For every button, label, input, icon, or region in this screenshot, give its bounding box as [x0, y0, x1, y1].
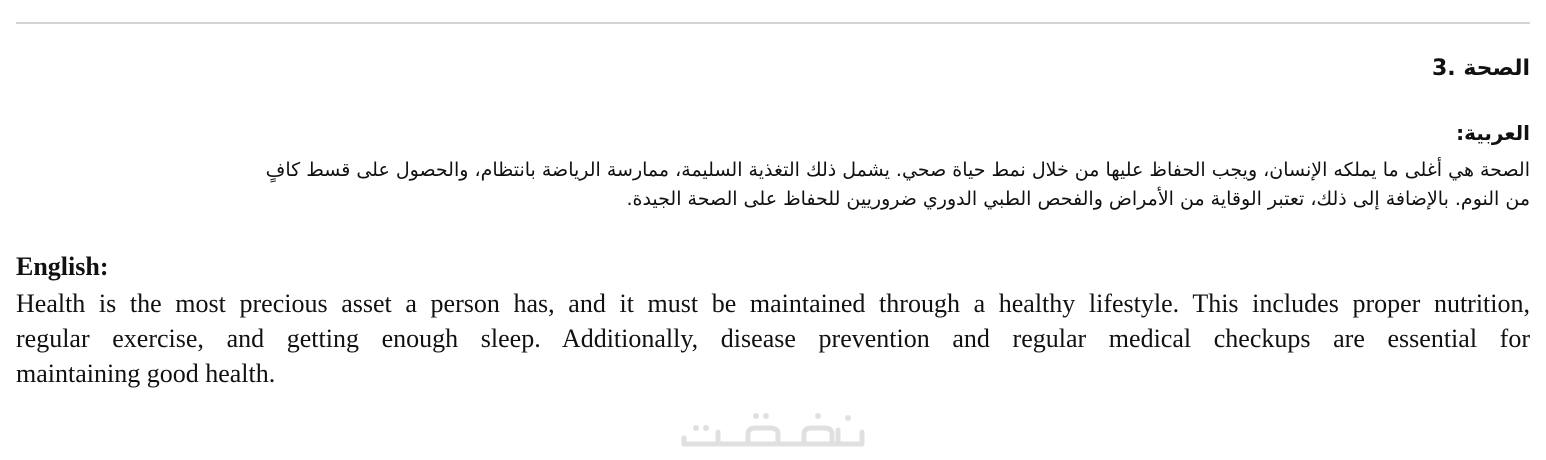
arabic-paragraph: [16, 156, 1530, 214]
arabic-line: الصحة هي أغلى ما يملكه الإنسان، ويجب الحفاظ عليها من خلال نمط حياة صحي. يشمل ذلك التغذية السليمة، ممارسة الرياضة بانتظام، والحصول على قسط كافٍ: [265, 159, 1530, 181]
english-line: regular exercise, and getting enough sleep. Additionally, disease prevention and regular medical checkups are essential for: [16, 324, 1530, 353]
english-line: maintaining good health.: [16, 359, 276, 388]
section-title: 3. الصحة: [1431, 56, 1530, 81]
arabic-label: :العربية: [1456, 121, 1530, 145]
top-divider: [16, 22, 1530, 24]
arabic-line: من النوم. بالإضافة إلى ذلك، تعتبر الوقاية من الأمراض والفحص الطبي الدوري ضروريين للحفاظ على الصحة الجيدة.: [626, 188, 1530, 210]
english-paragraph: [16, 286, 1530, 391]
khamsat-watermark-logo: [678, 404, 868, 452]
english-label: English:: [16, 252, 109, 281]
english-line: Health is the most precious asset a person has, and it must be maintained through a healthy lifestyle. This includes proper nutrition,: [16, 289, 1530, 318]
